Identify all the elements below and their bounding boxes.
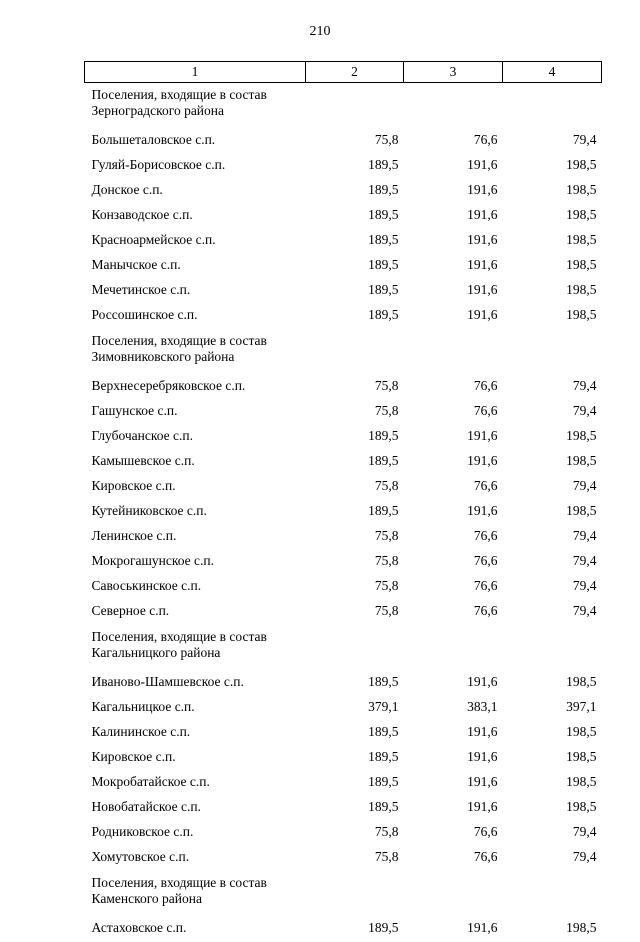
- table-row: [85, 129, 602, 154]
- header-col-4: 4: [503, 62, 602, 83]
- value-col-3: 76,6: [404, 821, 503, 846]
- value-col-3: 191,6: [404, 771, 503, 796]
- value-col-3: 76,6: [404, 129, 503, 154]
- table-row: [85, 375, 602, 400]
- settlement-name: Кагальницкое с.п.: [85, 696, 306, 721]
- value-col-4: 397,1: [503, 696, 602, 721]
- value-col-3: 191,6: [404, 671, 503, 696]
- settlement-name: Россошинское с.п.: [85, 304, 306, 329]
- header-col-2: 2: [306, 62, 404, 83]
- value-col-3: 191,6: [404, 279, 503, 304]
- value-col-4: 79,4: [503, 129, 602, 154]
- value-col-4: 198,5: [503, 204, 602, 229]
- table-row: [85, 846, 602, 871]
- value-col-4: 79,4: [503, 550, 602, 575]
- settlement-name: Северное с.п.: [85, 600, 306, 625]
- value-col-3: 191,6: [404, 154, 503, 179]
- settlement-name: Мокробатайское с.п.: [85, 771, 306, 796]
- value-col-2: 189,5: [306, 917, 404, 942]
- section-title: [85, 329, 602, 375]
- settlement-name: Родниковское с.п.: [85, 821, 306, 846]
- table-row: [85, 425, 602, 450]
- settlement-name: Камышевское с.п.: [85, 450, 306, 475]
- settlement-name: Манычское с.п.: [85, 254, 306, 279]
- table-row: [85, 671, 602, 696]
- value-col-4: 198,5: [503, 254, 602, 279]
- value-col-2: 189,5: [306, 721, 404, 746]
- table-row: [85, 746, 602, 771]
- value-col-4: 198,5: [503, 304, 602, 329]
- settlement-name: Кутейниковское с.п.: [85, 500, 306, 525]
- page-number: 210: [0, 24, 640, 40]
- value-col-2: 75,8: [306, 525, 404, 550]
- settlement-name: Хомутовское с.п.: [85, 846, 306, 871]
- value-col-3: 191,6: [404, 500, 503, 525]
- section-header-row: [85, 625, 602, 671]
- settlement-name: Гуляй-Борисовское с.п.: [85, 154, 306, 179]
- value-col-2: 189,5: [306, 154, 404, 179]
- value-col-3: 76,6: [404, 525, 503, 550]
- table-row: [85, 400, 602, 425]
- value-col-2: 75,8: [306, 600, 404, 625]
- value-col-4: 79,4: [503, 525, 602, 550]
- table-row: [85, 500, 602, 525]
- value-col-3: 76,6: [404, 575, 503, 600]
- value-col-3: 191,6: [404, 917, 503, 942]
- value-col-2: 75,8: [306, 575, 404, 600]
- value-col-4: 198,5: [503, 279, 602, 304]
- value-col-4: 198,5: [503, 746, 602, 771]
- settlement-name: Верхнесеребряковское с.п.: [85, 375, 306, 400]
- value-col-2: 189,5: [306, 204, 404, 229]
- settlement-name: Савоськинское с.п.: [85, 575, 306, 600]
- value-col-3: 191,6: [404, 746, 503, 771]
- value-col-4: 198,5: [503, 229, 602, 254]
- table-row: [85, 254, 602, 279]
- value-col-4: 198,5: [503, 771, 602, 796]
- value-col-3: 76,6: [404, 475, 503, 500]
- value-col-2: 75,8: [306, 821, 404, 846]
- table-row: [85, 796, 602, 821]
- value-col-2: 189,5: [306, 771, 404, 796]
- settlement-name: Иваново-Шамшевское с.п.: [85, 671, 306, 696]
- section-title-line: Поселения, входящие в состав: [92, 629, 602, 645]
- value-col-2: 189,5: [306, 425, 404, 450]
- value-col-3: 191,6: [404, 204, 503, 229]
- value-col-4: 79,4: [503, 600, 602, 625]
- settlement-name: Астаховское с.п.: [85, 917, 306, 942]
- section-title-line: Зерноградского района: [92, 103, 602, 119]
- value-col-2: 75,8: [306, 475, 404, 500]
- table-row: [85, 450, 602, 475]
- section-title-line: Поселения, входящие в состав: [92, 87, 602, 103]
- value-col-3: 76,6: [404, 600, 503, 625]
- settlement-name: Гашунское с.п.: [85, 400, 306, 425]
- section-header-row: [85, 871, 602, 917]
- table-row: [85, 575, 602, 600]
- value-col-2: 189,5: [306, 746, 404, 771]
- value-col-3: 191,6: [404, 796, 503, 821]
- table-row: [85, 721, 602, 746]
- value-col-2: 75,8: [306, 400, 404, 425]
- value-col-2: 189,5: [306, 279, 404, 304]
- value-col-4: 79,4: [503, 575, 602, 600]
- table-header-row: [85, 62, 602, 83]
- table-body: [85, 83, 602, 942]
- value-col-4: 79,4: [503, 846, 602, 871]
- settlement-name: Кировское с.п.: [85, 746, 306, 771]
- value-col-4: 198,5: [503, 154, 602, 179]
- section-title: [85, 871, 602, 917]
- value-col-2: 189,5: [306, 179, 404, 204]
- value-col-4: 198,5: [503, 425, 602, 450]
- value-col-4: 79,4: [503, 475, 602, 500]
- settlement-name: Калининское с.п.: [85, 721, 306, 746]
- table-row: [85, 304, 602, 329]
- data-table: [84, 61, 602, 942]
- settlement-name: Мокрогашунское с.п.: [85, 550, 306, 575]
- section-header-row: [85, 83, 602, 130]
- value-col-3: 191,6: [404, 450, 503, 475]
- settlement-name: Большеталовское с.п.: [85, 129, 306, 154]
- value-col-4: 198,5: [503, 671, 602, 696]
- settlement-name: Ленинское с.п.: [85, 525, 306, 550]
- table-row: [85, 550, 602, 575]
- table-row: [85, 279, 602, 304]
- table-row: [85, 600, 602, 625]
- value-col-4: 198,5: [503, 796, 602, 821]
- header-col-1: 1: [85, 62, 306, 83]
- table-row: [85, 525, 602, 550]
- value-col-2: 75,8: [306, 129, 404, 154]
- table-row: [85, 154, 602, 179]
- value-col-2: 189,5: [306, 450, 404, 475]
- value-col-2: 189,5: [306, 304, 404, 329]
- value-col-4: 79,4: [503, 821, 602, 846]
- value-col-3: 191,6: [404, 304, 503, 329]
- value-col-4: 198,5: [503, 917, 602, 942]
- value-col-3: 76,6: [404, 846, 503, 871]
- value-col-3: 191,6: [404, 425, 503, 450]
- value-col-3: 191,6: [404, 179, 503, 204]
- settlement-name: Кировское с.п.: [85, 475, 306, 500]
- table-row: [85, 771, 602, 796]
- value-col-3: 76,6: [404, 375, 503, 400]
- section-title: [85, 625, 602, 671]
- value-col-4: 198,5: [503, 179, 602, 204]
- value-col-2: 189,5: [306, 671, 404, 696]
- value-col-2: 75,8: [306, 550, 404, 575]
- value-col-3: 76,6: [404, 400, 503, 425]
- section-title: [85, 83, 602, 130]
- value-col-4: 198,5: [503, 450, 602, 475]
- value-col-2: 75,8: [306, 846, 404, 871]
- value-col-2: 189,5: [306, 254, 404, 279]
- value-col-3: 383,1: [404, 696, 503, 721]
- value-col-3: 76,6: [404, 550, 503, 575]
- value-col-2: 75,8: [306, 375, 404, 400]
- value-col-4: 79,4: [503, 400, 602, 425]
- settlement-name: Донское с.п.: [85, 179, 306, 204]
- settlement-name: Красноармейское с.п.: [85, 229, 306, 254]
- value-col-3: 191,6: [404, 254, 503, 279]
- value-col-4: 198,5: [503, 500, 602, 525]
- table-row: [85, 696, 602, 721]
- value-col-2: 189,5: [306, 796, 404, 821]
- table-row: [85, 204, 602, 229]
- section-header-row: [85, 329, 602, 375]
- value-col-2: 189,5: [306, 500, 404, 525]
- section-title-line: Поселения, входящие в состав: [92, 875, 602, 891]
- section-title-line: Кагальницкого района: [92, 645, 602, 661]
- table-row: [85, 475, 602, 500]
- section-title-line: Зимовниковского района: [92, 349, 602, 365]
- table-row: [85, 179, 602, 204]
- settlement-name: Глубочанское с.п.: [85, 425, 306, 450]
- table-row: [85, 229, 602, 254]
- settlement-name: Новобатайское с.п.: [85, 796, 306, 821]
- section-title-line: Каменского района: [92, 891, 602, 907]
- value-col-4: 198,5: [503, 721, 602, 746]
- value-col-2: 189,5: [306, 229, 404, 254]
- table-row: [85, 821, 602, 846]
- value-col-4: 79,4: [503, 375, 602, 400]
- section-title-line: Поселения, входящие в состав: [92, 333, 602, 349]
- header-col-3: 3: [404, 62, 503, 83]
- value-col-2: 379,1: [306, 696, 404, 721]
- table-row: [85, 917, 602, 942]
- value-col-3: 191,6: [404, 721, 503, 746]
- settlement-name: Конзаводское с.п.: [85, 204, 306, 229]
- value-col-3: 191,6: [404, 229, 503, 254]
- settlement-name: Мечетинское с.п.: [85, 279, 306, 304]
